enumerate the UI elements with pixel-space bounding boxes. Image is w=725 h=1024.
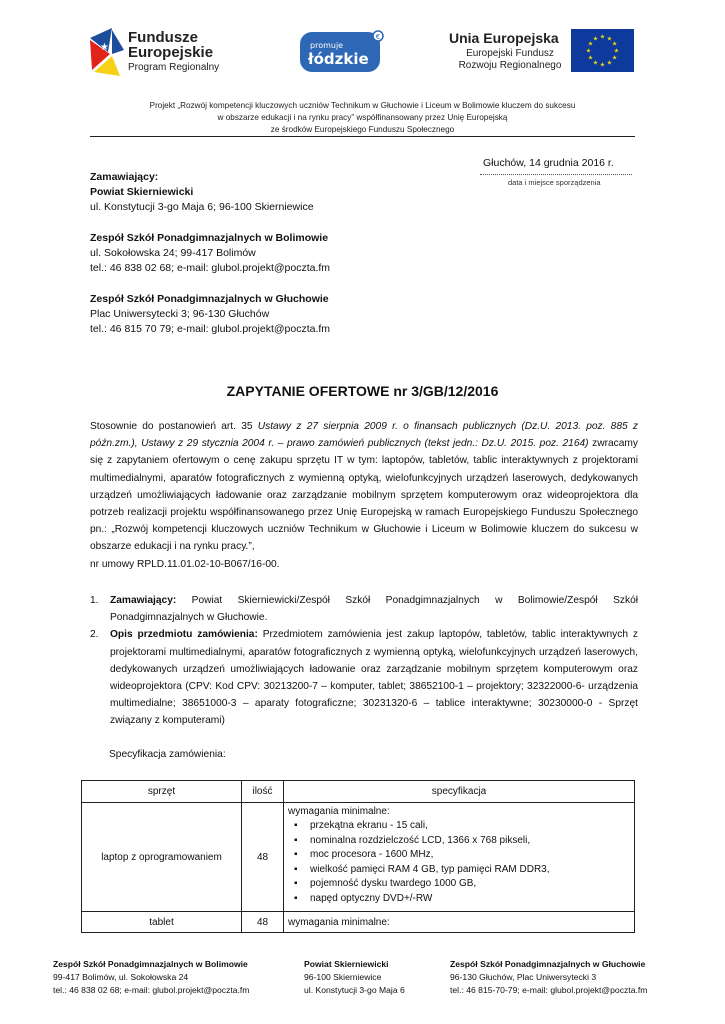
eu-star: ★ — [599, 33, 606, 41]
footer-gluchow: Zespół Szkół Ponadgimnazjalnych w Głuchowie 96-130 Głuchów, Plac Uniwersytecki 3 tel.: 46 815-70-79; e-mail: glubol.projekt@poczta.fm — [450, 959, 648, 995]
list-item: 2. Opis przedmiotu zamówienia: Przedmiotem zamówienia jest zakup laptopów, tabletów, tablic interaktywnych z projektorami multimedialnymi, aparatów fotograficznych z wymienną optyką, wielofunkcyjnych urządzeń laserowych, dedykowanych urządzeń umożliwiających ładowanie oraz zarządzanie mobilnym sprzętem komputerowym oraz wideoprojektora (CPV: Kod CPV: 30213200-7 – komputer, tablet; 38652100-1 – projektory; 32322000-6- urządzenia multimedialne; 38651000-3 – aparaty fotograficzne; 30231320-6 – tablice interaktywne; 30230000-0 - Sprzęt związany z komputerami) — [90, 629, 638, 727]
numbered-list — [90, 592, 638, 730]
eu-star: ★ — [606, 59, 613, 67]
party-bolimow: Zespół Szkół Ponadgimnazjalnych w Bolimowie ul. Sokołowska 24; 99-417 Bolimów tel.: 46 838 02 68; e-mail: glubol.projekt@poczta.fm — [90, 232, 331, 274]
row-item: laptop z oprogramowaniem — [82, 803, 242, 912]
header-qty: ilość — [242, 781, 284, 803]
eu-star: ★ — [592, 59, 599, 67]
document-title: ZAPYTANIE OFERTOWE nr 3/GB/12/2016 — [226, 383, 499, 399]
specification-table — [81, 780, 635, 933]
row-spec: wymagania minimalne: ▪ przekątna ekranu - 15 cali, ▪ nominalna rozdzielczość LCD, 1366 x 768 pikseli, ▪ moc procesora - 1600 MHz, ▪ wielkość pamięci RAM 4 GB, typ pamięci RAM DDR3, ▪ pojemność dysku twardego 1000 GB, ▪ napęd optyczny DVD+/-RW — [284, 803, 635, 912]
fe-logo-title: Fundusze Europejskie — [128, 29, 214, 61]
row-qty: 48 — [242, 803, 284, 912]
header-divider — [90, 136, 635, 137]
row-qty: 48 — [242, 912, 284, 933]
footer-bolimow: Zespół Szkół Ponadgimnazjalnych w Bolimowie 99-417 Bolimów, ul. Sokołowska 24 tel.: 46 838 02 68; e-mail: glubol.projekt@poczta.fm — [53, 959, 250, 995]
document-date: Głuchów, 14 grudnia 2016 r. — [483, 157, 614, 169]
project-note: Projekt „Rozwój kompetencji kluczowych uczniów Technikum w Głuchowie i Liceum w Bolimowie kluczem do sukcesu w obszarze edukacji i na rynku pracy” współfinansowany przez Unię Europejską ze środków Europejskiego Funduszu Społecznego — [149, 101, 576, 134]
spec-list-item: ▪ moc procesora - 1600 MHz, — [288, 848, 630, 863]
lodz-logo-big: łódzkie — [308, 50, 369, 68]
header-spec: specyfikacja — [284, 781, 635, 803]
spec-list — [288, 819, 630, 906]
table-header-row — [82, 781, 635, 803]
header-item: sprzęt — [82, 781, 242, 803]
spec-list-item: ▪ przekątna ekranu - 15 cali, — [288, 819, 630, 834]
spec-label: Specyfikacja zamówienia: — [109, 749, 226, 760]
date-caption: data i miejsce sporządzenia — [508, 178, 601, 187]
spec-list-item: ▪ napęd optyczny DVD+/-RW — [288, 892, 630, 907]
promuje-lodzkie-logo — [300, 30, 386, 74]
eu-star: ★ — [587, 40, 594, 48]
eu-star: ★ — [611, 54, 618, 62]
ue-logo-title: Unia Europejska — [449, 30, 559, 46]
eu-star: ★ — [606, 35, 613, 43]
table-row — [82, 912, 635, 933]
eu-star: ★ — [585, 47, 592, 55]
eu-star: ★ — [613, 47, 620, 55]
spec-list-item: ▪ pojemność dysku twardego 1000 GB, — [288, 877, 630, 892]
fe-logo-subtitle: Program Regionalny — [128, 62, 220, 73]
ue-logo-subtitle: Europejski Fundusz Rozwoju Regionalnego — [458, 48, 562, 71]
footer-powiat: Powiat Skierniewicki 96-100 Skierniewice ul. Konstytucji 3-go Maja 6 — [304, 959, 405, 995]
svg-text:€: € — [375, 33, 381, 41]
spec-list-item: ▪ nominalna rozdzielczość LCD, 1366 x 768 pikseli, — [288, 834, 630, 849]
party-gluchow: Zespół Szkół Ponadgimnazjalnych w Głuchowie Plac Uniwersytecki 3; 96-130 Głuchów tel.: 46 815 70 79; e-mail: glubol.projekt@poczta.fm — [90, 293, 331, 335]
lodz-logo-small: promuje — [310, 41, 344, 50]
eu-star: ★ — [611, 40, 618, 48]
eu-star: ★ — [587, 54, 594, 62]
eu-star: ★ — [592, 35, 599, 43]
row-spec: wymagania minimalne: — [284, 912, 635, 933]
svg-text:★: ★ — [100, 42, 109, 53]
list-item: 1. Zamawiający: Powiat Skierniewicki/Zespół Szkół Ponadgimnazjalnych w Bolimowie/Zespół Szkół Ponadgimnazjalnych w Głuchowie. — [90, 595, 638, 624]
date-dotted-line — [480, 174, 632, 175]
spec-list-item: ▪ wielkość pamięci RAM 4 GB, typ pamięci RAM DDR3, — [288, 863, 630, 878]
contract-number: nr umowy RPLD.11.01.02-10-B067/16-00. — [90, 558, 280, 570]
row-item: tablet — [82, 912, 242, 933]
eu-star: ★ — [599, 61, 606, 69]
party-zamawiajacy: Zamawiający: Powiat Skierniewicki ul. Konstytucji 3-go Maja 6; 96-100 Skierniewice — [90, 171, 314, 213]
intro-paragraph: Stosownie do postanowień art. 35 Ustawy z 27 sierpnia 2009 r. o finansach publicznych (Dz.U. 2013. poz. 885 z późn.zm.), Ustawy z 29 stycznia 2004 r. – prawo zamówień publicznych (tekst jedn.: Dz.U. 2015. poz. 2164) zwracamy się z zapytaniem ofertowym o cenę zakupu sprzętu IT w tym: laptopów, tabletów, tablic interaktywnych z projektorami multimedialnymi, aparatów fotograficznych z wymienną optyką, wielofunkcyjnych urządzeń laserowych, dedykowanych urządzeń umożliwiających ładowanie oraz zarządzanie mobilnym sprzętem komputerowym oraz wideoprojektora dla potrzeb realizacji projektu współfinansowanego przez Unię Europejską w ramach Europejskiego Funduszu Społecznego pn.: „Rozwój kompetencji kluczowych uczniów Technikum w Głuchowie i Liceum w Bolimowie kluczem do sukcesu w obszarze edukacji i na rynku pracy.”, nr umowy RPLD.11.01.02-10-B067/16-00. — [90, 421, 639, 570]
eu-flag-icon — [571, 29, 634, 72]
table-row — [82, 803, 635, 912]
